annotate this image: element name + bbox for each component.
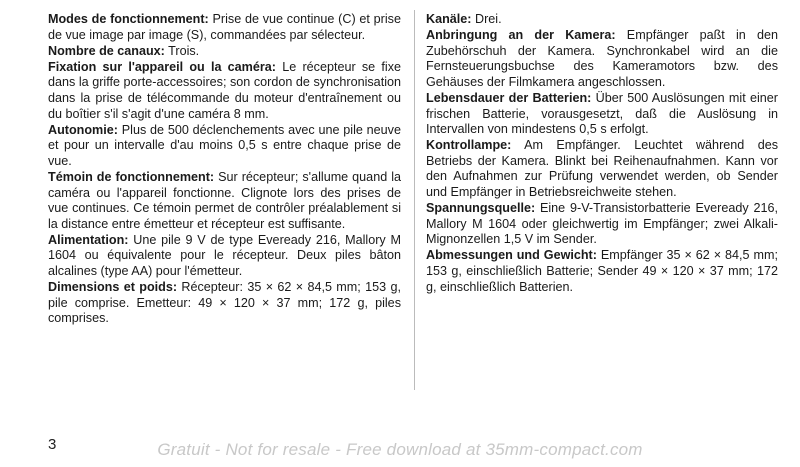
spec-entry-anbringung [426, 28, 778, 90]
spec-entry-fixation [48, 60, 401, 122]
spec-term: Autonomie: [48, 122, 118, 137]
spec-text: Am Empfänger. Leuchtet während des Betriebs der Kamera. Blinkt bei Reihenaufnahmen. Kann vor den Aufnahmen zur Prüfung verwendet werden, ob Sender und Empfänger in Betriebsreichweite stehen. [426, 138, 778, 200]
spec-entry-kanaele [426, 12, 778, 28]
german-spec-column [426, 12, 778, 296]
column-divider [414, 10, 415, 390]
spec-term: Kontrollampe: [426, 138, 512, 153]
spec-term: Fixation sur l'appareil ou la caméra: [48, 59, 276, 74]
spec-entry-abmessungen [426, 248, 778, 295]
spec-term: Abmessungen und Gewicht: [426, 248, 597, 263]
spec-text: Prise de vue continue (C) et prise de vue image par image (S), commandées par sélecteur. [48, 12, 401, 42]
spec-entry-dimensions [48, 280, 401, 327]
page-number: 3 [48, 436, 57, 453]
spec-text: Empfänger paßt in den Zubehörschuh der Kamera. Synchronkabel wird an die Fernsteuerungsbuchse des Kameramotors bzw. des Gehäuses der Filmkamera angeschlossen. [426, 28, 778, 89]
spec-term: Spannungsquelle: [426, 201, 536, 216]
french-spec-column [48, 12, 401, 327]
watermark-text: Gratuit - Not for resale - Free download at 35mm-compact.com [157, 440, 643, 459]
spec-term: Nombre de canaux: [48, 43, 165, 58]
spec-term: Modes de fonctionnement: [48, 12, 209, 26]
spec-text: Empfänger 35 × 62 × 84,5 mm; 153 g, einschließlich Batterie; Sender 49 × 120 × 37 mm; 172 g, einschließlich Batterien. [426, 248, 778, 294]
spec-entry-modes [48, 12, 401, 43]
spec-term: Kanäle: [426, 12, 472, 26]
spec-term: Lebensdauer der Batterien: [426, 90, 592, 105]
spec-text: Récepteur: 35 × 62 × 84,5 mm; 153 g, pile comprise. Emetteur: 49 × 120 × 37 mm; 172 g, piles comprises. [48, 280, 401, 326]
spec-text: Plus de 500 déclenchements avec une pile neuve et pour un intervalle d'au moins 0,5 s entre chaque prise de vue. [48, 122, 401, 168]
spec-text: Eine 9-V-Transistorbatterie Eveready 216, Mallory M 1604 oder gleichwertig im Empfänger; zwei Alkali-Mignonzellen 1,5 V im Sender. [426, 201, 778, 247]
spec-entry-temoin [48, 170, 401, 232]
spec-term: Anbringung an der Kamera: [426, 28, 616, 43]
spec-text: Trois. [164, 43, 200, 58]
spec-entry-autonomie [48, 123, 401, 170]
spec-entry-alimentation [48, 233, 401, 280]
spec-entry-canaux [48, 44, 401, 60]
spec-text: Le récepteur se fixe dans la griffe porte-accessoires; son cordon de synchronisation dans la prise de télécommande du moteur d'entraînement ou du boîtier s'il s'agit d'une caméra 8 mm. [48, 59, 402, 121]
spec-text: Sur récepteur; s'allume quand la caméra ou l'appareil fonctionne. Clignote lors des prises de vue continues. Ce témoin permet de contrôler préalablement si la distance entre émetteur et récepteur est suffisante. [48, 169, 401, 231]
spec-entry-kontrollampe [426, 138, 778, 200]
spec-text: Drei. [471, 12, 502, 26]
spec-term: Dimensions et poids: [48, 280, 178, 295]
spec-entry-lebensdauer [426, 91, 778, 138]
spec-term: Alimentation: [48, 232, 129, 247]
spec-entry-spannungsquelle [426, 201, 778, 248]
spec-text: Une pile 9 V de type Eveready 216, Mallory M 1604 ou équivalente pour le récepteur. Deux piles bâton alcalines (type AA) pour l'émetteur. [48, 232, 401, 278]
spec-term: Témoin de fonctionnement: [48, 169, 215, 184]
spec-text: Über 500 Auslösungen mit einer frischen Batterie, vorausgesetzt, daß die Auslösung in Intervallen von mindestens 0,5 s erfolgt. [426, 90, 778, 137]
